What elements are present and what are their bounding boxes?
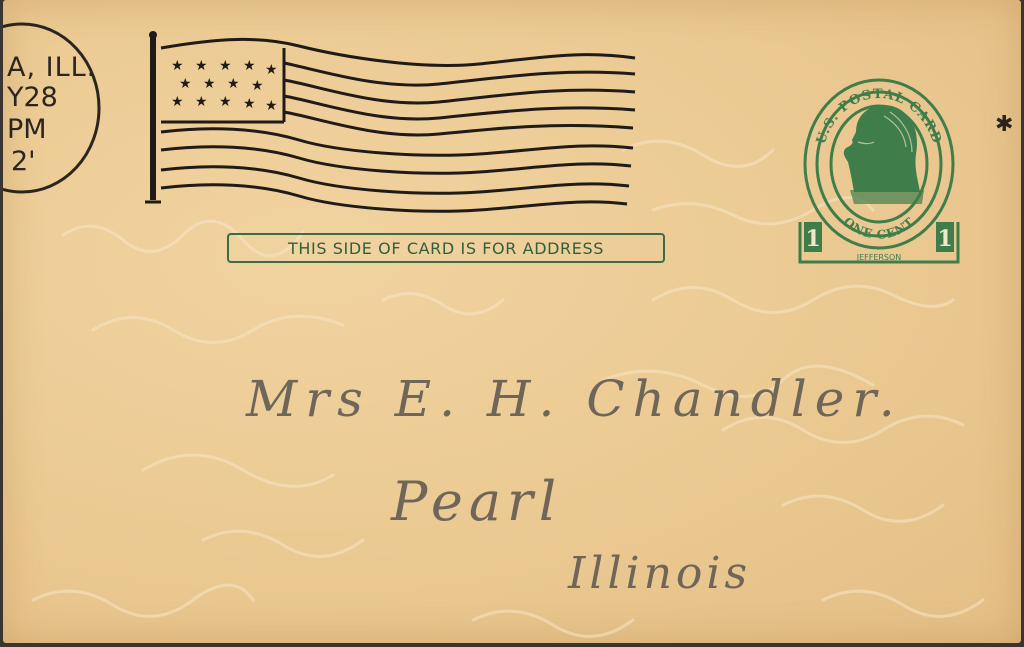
postmark (3, 22, 101, 194)
svg-text:★: ★ (227, 76, 240, 92)
ink-blot: ✱ (995, 112, 1014, 137)
recipient-state: Illinois (568, 548, 752, 599)
svg-text:★: ★ (179, 76, 192, 92)
stamp-denomination-right: 1 (937, 226, 953, 252)
banner-text: THIS SIDE OF CARD IS FOR ADDRESS (288, 238, 604, 258)
svg-text:★: ★ (265, 62, 278, 78)
svg-text:★: ★ (251, 78, 264, 94)
svg-text:★: ★ (265, 98, 278, 114)
postmark-year: 2' (11, 146, 36, 177)
svg-text:ONE CENT (841, 214, 918, 242)
svg-text:★: ★ (171, 94, 184, 110)
jefferson-one-cent-stamp (794, 72, 964, 266)
svg-text:★: ★ (219, 58, 232, 74)
stamp-portrait-label: JEFFERSON (856, 253, 902, 262)
stamp-bottom-text: ONE CENT (840, 214, 918, 242)
postmark-date: Y28 (7, 82, 58, 113)
svg-text:★: ★ (171, 58, 184, 74)
svg-text:★: ★ (243, 58, 256, 74)
svg-text:★: ★ (243, 96, 256, 112)
stamp-denomination-left: 1 (805, 226, 821, 252)
flag-cancel-icon (139, 30, 639, 220)
postmark-time: PM (7, 114, 47, 145)
svg-text:★: ★ (219, 94, 232, 110)
address-side-banner (227, 233, 665, 263)
recipient-city: Pearl (391, 470, 563, 533)
recipient-name: Mrs E. H. Chandler. (246, 370, 903, 428)
stamp-top-text: U.S. POSTAL CARD (813, 86, 945, 147)
postcard (3, 0, 1021, 643)
svg-text:★: ★ (195, 58, 208, 74)
svg-text:★: ★ (195, 94, 208, 110)
postmark-city: A, ILL. (7, 52, 97, 83)
svg-text:★: ★ (203, 76, 216, 92)
